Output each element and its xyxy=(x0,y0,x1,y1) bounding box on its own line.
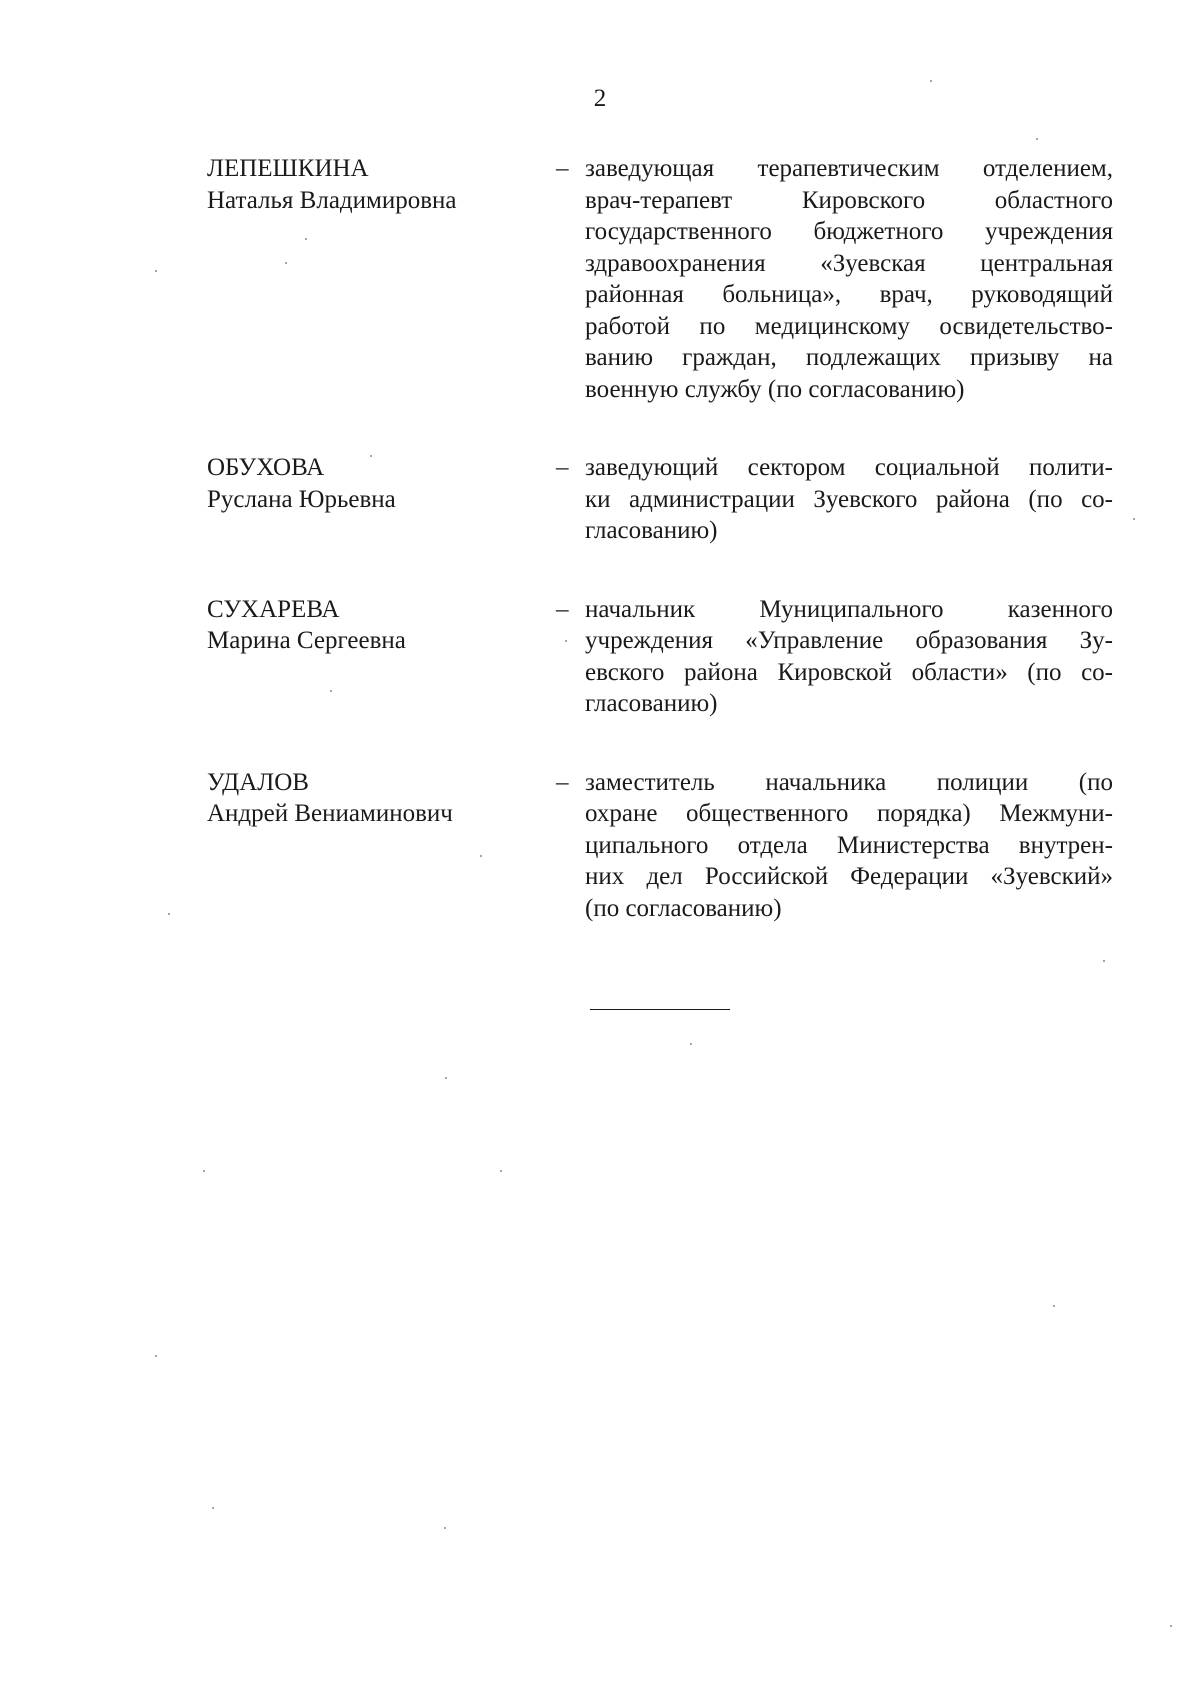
scan-speck xyxy=(155,270,157,272)
position-line: начальник Муниципального казенного xyxy=(585,595,1113,623)
position-line: гласованию) xyxy=(585,517,718,544)
position-line: заместитель начальника полиции (по xyxy=(585,768,1113,796)
dash-separator: – xyxy=(556,595,569,623)
member-position xyxy=(585,153,1113,405)
end-divider-line xyxy=(590,1009,730,1010)
member-surname: СУХАРЕВА xyxy=(207,595,340,623)
member-surname: ЛЕПЕШКИНА xyxy=(207,155,369,182)
position-line: врач-терапевт Кировского областного xyxy=(585,186,1113,214)
member-given-names: Руслана Юрьевна xyxy=(207,485,396,513)
scan-speck xyxy=(445,1077,447,1079)
position-line: заведующая терапевтическим отделением, xyxy=(585,155,1113,182)
member-entry xyxy=(0,153,1200,405)
member-entry xyxy=(0,767,1200,925)
dash-separator: – xyxy=(556,155,569,182)
member-given-names: Марина Сергеевна xyxy=(207,627,406,654)
member-entry xyxy=(0,452,1200,547)
position-line: здравоохранения «Зуевская центральная xyxy=(585,249,1113,277)
member-position xyxy=(585,767,1113,925)
scan-speck xyxy=(1133,518,1135,520)
position-line: ванию граждан, подлежащих призыву на xyxy=(585,344,1113,371)
position-line: евского района Кировской области» (по со- xyxy=(585,658,1113,686)
member-name xyxy=(207,767,557,925)
scan-speck xyxy=(330,690,332,692)
position-line: учреждения «Управление образования Зу- xyxy=(585,627,1113,654)
scan-speck xyxy=(565,640,567,642)
member-name xyxy=(207,153,557,405)
position-line: ципального отдела Министерства внутрен- xyxy=(585,831,1113,859)
scan-speck xyxy=(480,855,482,857)
member-name xyxy=(207,452,557,547)
member-entry xyxy=(0,594,1200,720)
scan-speck xyxy=(168,913,170,915)
member-name xyxy=(207,594,557,720)
scan-speck xyxy=(690,1043,692,1045)
position-line: районная больница», врач, руководящий xyxy=(585,281,1113,308)
scan-speck xyxy=(370,455,372,457)
position-line: военную службу (по согласованию) xyxy=(585,375,965,403)
scan-speck xyxy=(500,1170,502,1172)
scan-speck xyxy=(1103,960,1105,962)
position-line: ки администрации Зуевского района (по со- xyxy=(585,485,1113,513)
position-line: охране общественного порядка) Межмуни- xyxy=(585,800,1113,827)
member-surname: УДАЛОВ xyxy=(207,768,309,796)
scan-speck xyxy=(1036,138,1038,140)
scan-speck xyxy=(212,1507,214,1509)
scan-speck xyxy=(203,1170,205,1172)
position-line: работой по медицинскому освидетельство- xyxy=(585,312,1113,340)
position-line: них дел Российской Федерации «Зуевский» xyxy=(585,863,1113,890)
page-number: 2 xyxy=(593,85,607,112)
position-line: гласованию) xyxy=(585,690,718,717)
position-line: (по согласованию) xyxy=(585,894,782,922)
member-given-names: Наталья Владимировна xyxy=(207,186,457,214)
scan-speck xyxy=(1170,1625,1172,1627)
member-given-names: Андрей Вениаминович xyxy=(207,800,453,827)
dash-separator: – xyxy=(556,768,569,796)
position-line: заведующий сектором социальной полити- xyxy=(585,454,1113,481)
scan-speck xyxy=(1053,1305,1055,1307)
scan-speck xyxy=(305,238,307,240)
member-position xyxy=(585,594,1113,720)
member-list xyxy=(0,153,1200,971)
scan-speck xyxy=(444,1527,446,1529)
member-position xyxy=(585,452,1113,547)
position-line: государственного бюджетного учреждения xyxy=(585,218,1113,245)
scan-speck xyxy=(930,80,932,82)
dash-separator: – xyxy=(556,454,569,481)
member-surname: ОБУХОВА xyxy=(207,454,325,481)
scan-speck xyxy=(155,1355,157,1357)
scan-speck xyxy=(285,262,287,264)
